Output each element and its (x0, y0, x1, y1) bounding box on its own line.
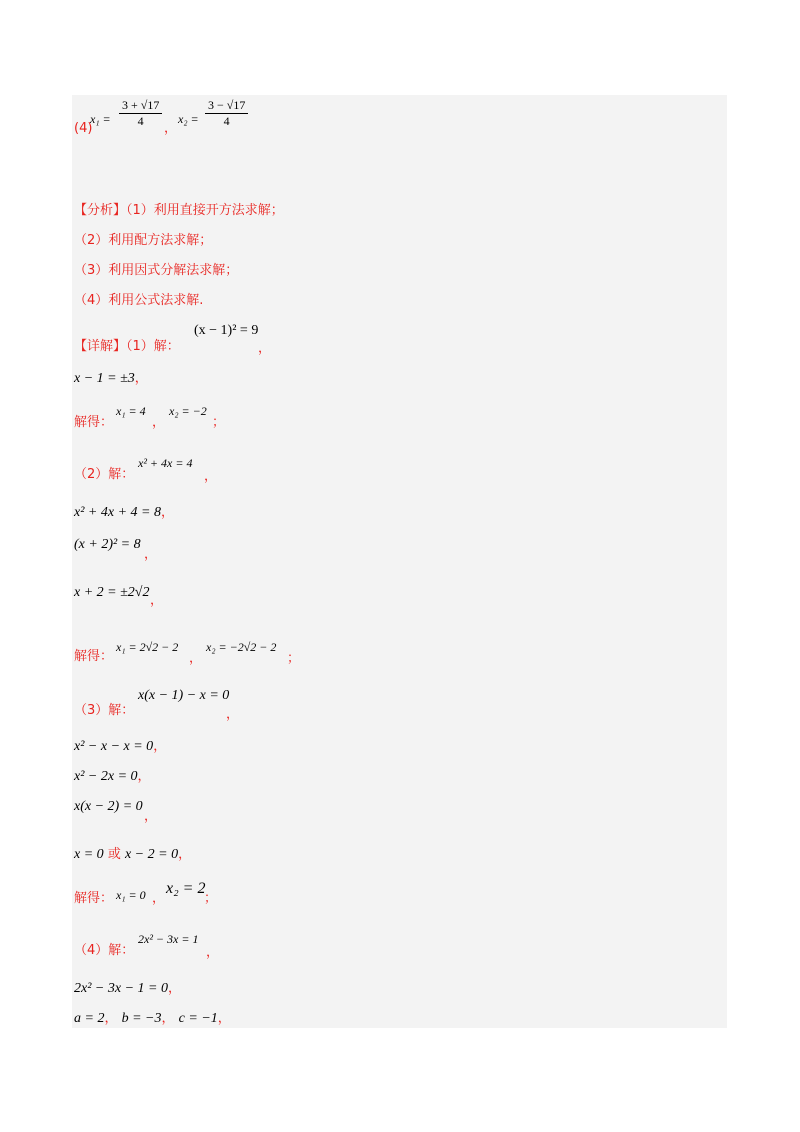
comma: ， (152, 891, 166, 906)
solution-3-result-label: 解得： (74, 891, 114, 906)
solution-4-coef-b: b = −3 (121, 1011, 162, 1026)
solution-4-equation: 2x² − 3x = 1 (138, 932, 199, 946)
solution-1-result-label: 解得： (74, 415, 114, 430)
x2-numerator: 3 − √17 (205, 98, 248, 114)
solution-3-step-3: x(x − 2) = 0 (74, 799, 143, 814)
x2-lhs: x₂ = (178, 112, 199, 126)
analysis-line-2: （2）利用配方法求解； (74, 233, 213, 248)
solution-1-step-1: x − 1 = ±3 (74, 371, 135, 386)
solution-4-coef-a: a = 2 (74, 1011, 105, 1026)
solution-3-step-2-row (74, 768, 151, 786)
comma: ， (217, 1011, 231, 1026)
solution-2-step-1-row (74, 504, 174, 522)
solution-1-comma: ， (258, 341, 272, 356)
answer-4-separator: ， (164, 121, 178, 136)
analysis-line-1: 【分析】（1）利用直接开方法求解； (74, 203, 284, 218)
solution-3-step-1: x² − x − x = 0 (74, 739, 154, 754)
solution-2-head: （2）解： (74, 467, 135, 482)
solution-3-step-4a: x = 0 (74, 847, 104, 862)
comma: ， (144, 547, 158, 562)
answer-4-label: (4) (74, 121, 93, 136)
solution-1-root-1: x₁ = 4 (116, 404, 146, 418)
solution-2-step-2: (x + 2)² = 8 (74, 537, 141, 552)
solution-2-step-1: x² + 4x + 4 = 8 (74, 505, 161, 520)
x1-numerator: 3 + √17 (119, 98, 162, 114)
comma: ， (150, 593, 164, 608)
analysis-line-4: （4）利用公式法求解. (74, 293, 204, 308)
solution-3-head: （3）解： (74, 703, 135, 718)
semicolon: ； (212, 415, 226, 430)
solution-1-step-1-row (74, 370, 148, 388)
solution-3-root-2: x₂ = 2 (166, 880, 206, 897)
solution-3-step-2: x² − 2x = 0 (74, 769, 138, 784)
solution-4-step-1: 2x² − 3x − 1 = 0 (74, 981, 168, 996)
solution-3-step-1-row (74, 738, 166, 756)
solution-3-step-4b: x − 2 = 0 (124, 847, 179, 862)
x2-denominator: 4 (223, 114, 230, 128)
x1-fraction (119, 98, 162, 129)
comma: ， (189, 651, 203, 666)
solution-2-equation: x² + 4x = 4 (138, 456, 193, 470)
comma: ， (178, 847, 192, 862)
comma: ， (144, 809, 158, 824)
semicolon: ； (204, 891, 218, 906)
solution-1-equation: (x − 1)² = 9 (194, 323, 259, 338)
semicolon: ； (287, 651, 301, 666)
solution-3-root-1: x₁ = 0 (116, 888, 146, 902)
solution-3-step-4-row (74, 846, 191, 864)
solution-2-root-2: x₂ = −2√2 − 2 (206, 640, 277, 654)
comma: ， (134, 371, 148, 386)
solution-1-root-2: x₂ = −2 (169, 404, 207, 418)
comma: ， (160, 505, 174, 520)
analysis-line-3: （3）利用因式分解法求解； (74, 263, 239, 278)
comma: ， (161, 1011, 175, 1026)
solution-4-head: （4）解： (74, 943, 135, 958)
comma: ， (152, 415, 166, 430)
solution-3-or: 或 (107, 847, 121, 862)
solution-2-step-3: x + 2 = ±2√2 (74, 585, 150, 600)
solution-4-step-2-row (74, 1010, 231, 1028)
comma: ， (153, 739, 167, 754)
x1-lhs: x₁ = (90, 112, 111, 126)
solution-2-root-1: x₁ = 2√2 − 2 (116, 640, 179, 654)
solution-1-head: 【详解】（1）解： (74, 339, 180, 354)
comma: ， (104, 1011, 118, 1026)
comma: ， (167, 981, 181, 996)
comma: ， (137, 769, 151, 784)
solution-2-result-label: 解得： (74, 649, 114, 664)
comma: ， (226, 707, 240, 722)
x1-denominator: 4 (137, 114, 144, 128)
comma: ， (206, 945, 220, 960)
solution-4-coef-c: c = −1 (178, 1011, 218, 1026)
comma: ， (204, 469, 218, 484)
solution-3-equation: x(x − 1) − x = 0 (138, 688, 230, 703)
solution-4-step-1-row (74, 980, 181, 998)
x2-fraction (205, 98, 248, 129)
